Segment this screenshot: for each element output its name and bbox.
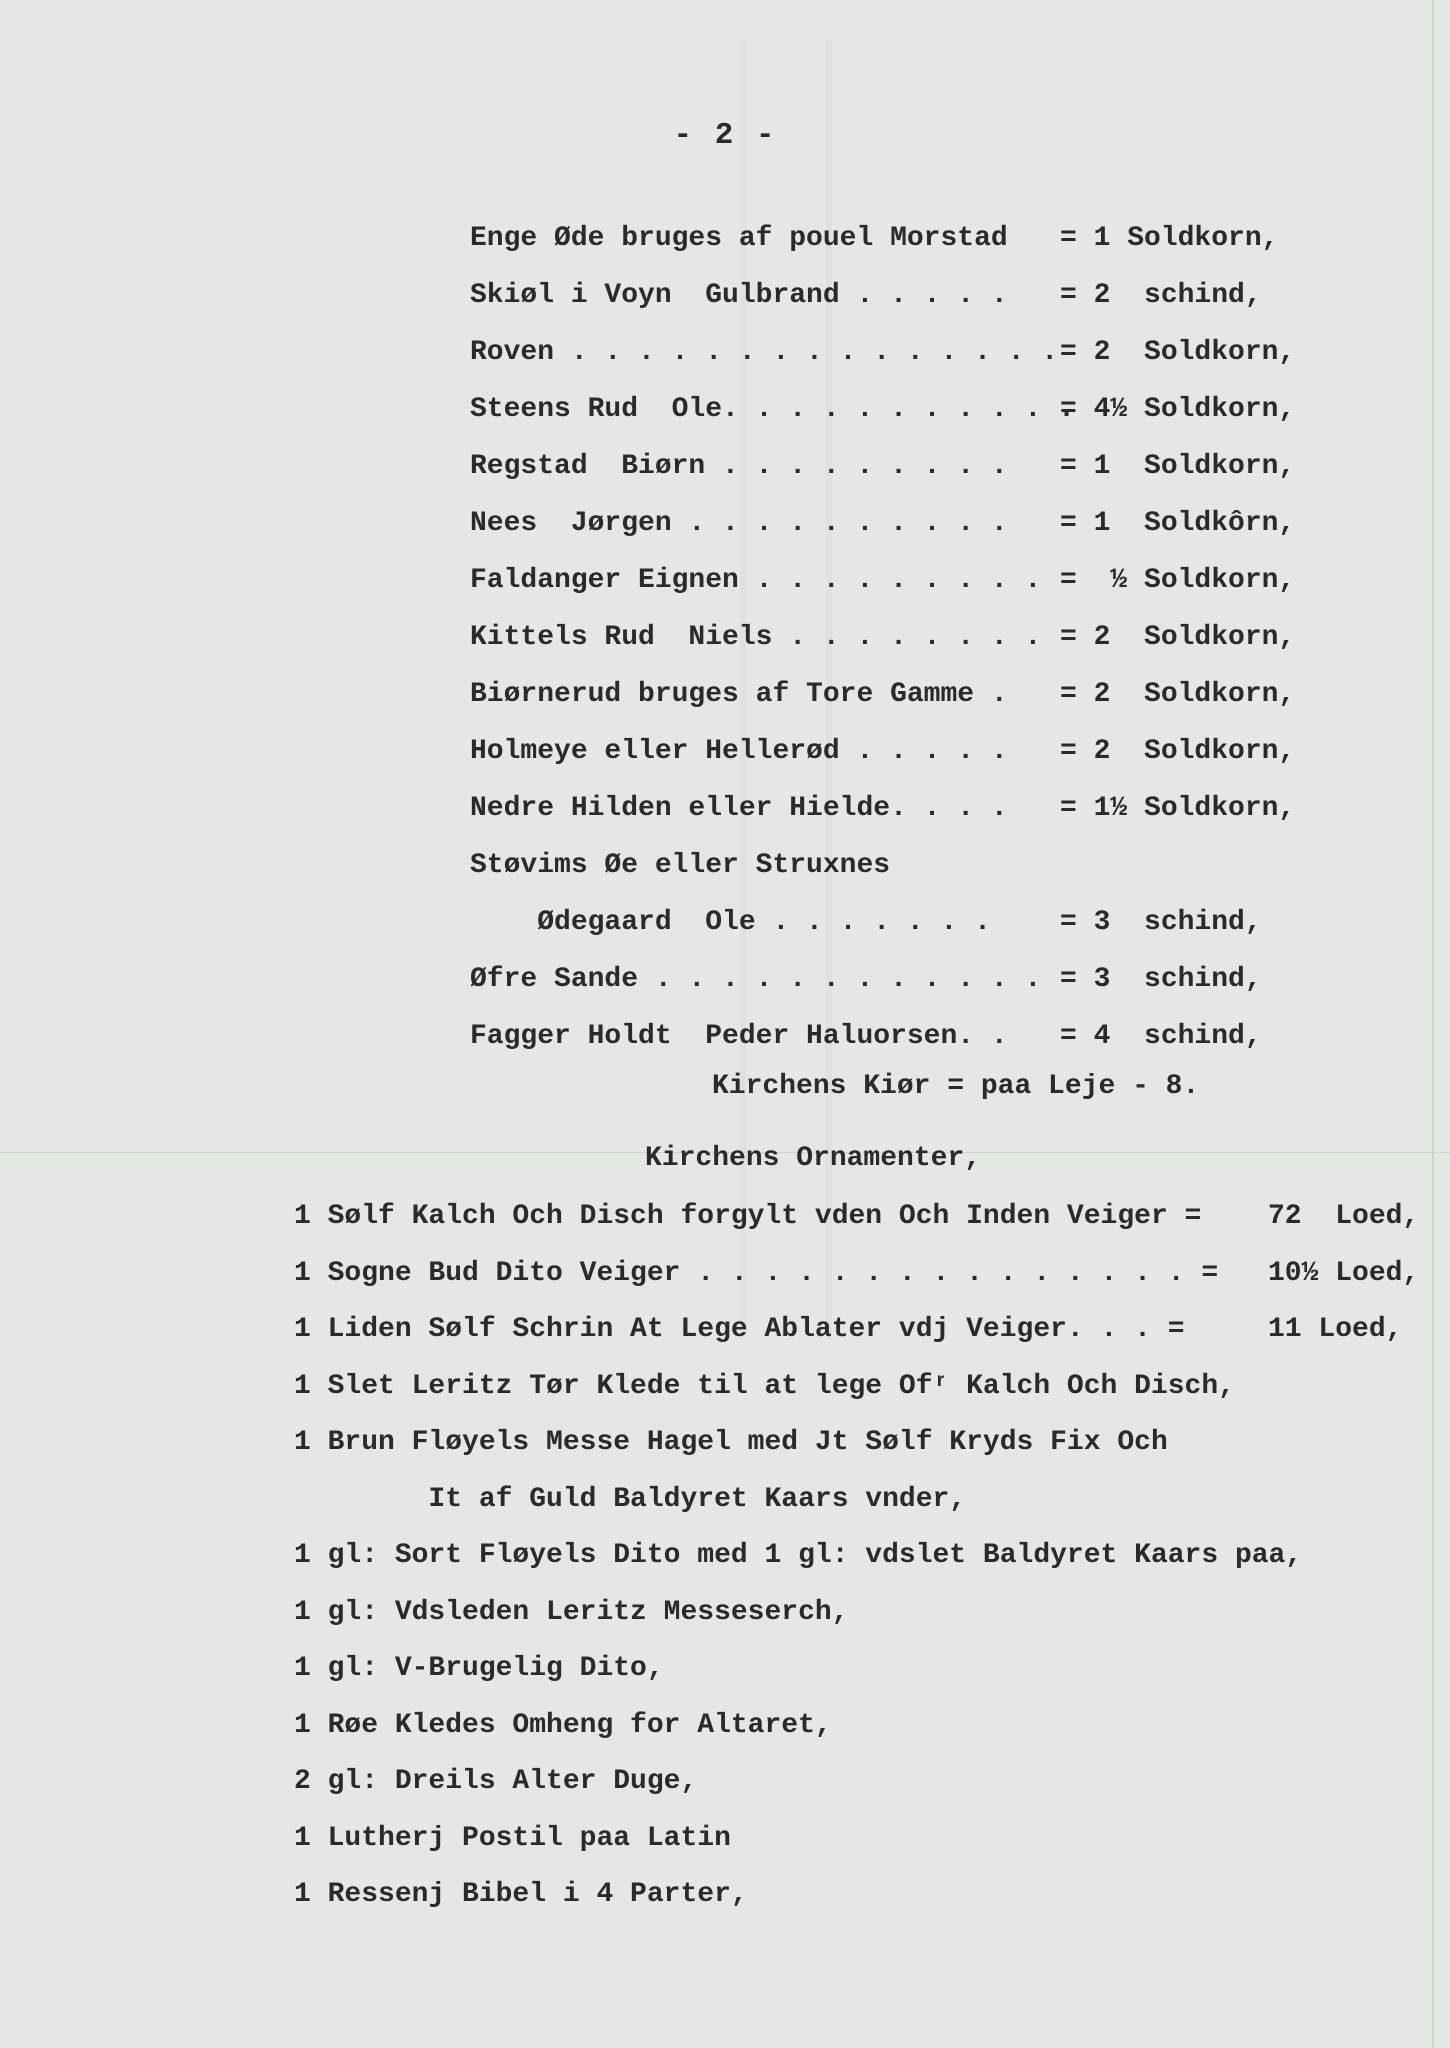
holding-amount: = 2 Soldkorn, <box>1060 679 1296 710</box>
page-number: - 2 - <box>673 118 777 153</box>
holding-name: Holmeye eller Hellerød . . . . . <box>470 736 1008 767</box>
holding-amount: = 2 Soldkorn, <box>1060 736 1296 767</box>
ornament-amount: 11 Loed, <box>1268 1314 1403 1345</box>
holding-amount: = 1 Soldkorn, <box>1060 223 1279 254</box>
paper-edge <box>1432 0 1434 2048</box>
holding-name: Steens Rud Ole. . . . . . . . . . . <box>470 394 1075 425</box>
ornament-line: 1 gl: V-Brugelig Dito, <box>294 1653 664 1684</box>
holding-name: Fagger Holdt Peder Haluorsen. . <box>470 1021 1008 1052</box>
holding-amount: = 1½ Soldkorn, <box>1060 793 1296 824</box>
holding-amount: = 4 schind, <box>1060 1021 1262 1052</box>
holding-name: Regstad Biørn . . . . . . . . . <box>470 451 1008 482</box>
ornament-line: 1 Brun Fløyels Messe Hagel med Jt Sølf Kryds Fix Och <box>294 1427 1168 1458</box>
ornaments-heading: Kirchens Ornamenter, <box>645 1143 982 1174</box>
ornament-line: It af Guld Baldyret Kaars vnder, <box>294 1484 967 1515</box>
ornament-amount: 72 Loed, <box>1268 1201 1420 1232</box>
holding-amount: = 2 schind, <box>1060 280 1262 311</box>
ornament-line: 1 Sølf Kalch Och Disch forgylt vden Och Inden Veiger = <box>294 1201 1202 1232</box>
holding-name: Roven . . . . . . . . . . . . . . . <box>470 337 1059 368</box>
ornament-line: 1 gl: Vdsleden Leritz Messeserch, <box>294 1597 849 1628</box>
holding-amount: = 2 Soldkorn, <box>1060 337 1296 368</box>
ornament-amount: 10½ Loed, <box>1268 1258 1420 1289</box>
ornament-line: 1 Slet Leritz Tør Klede til at lege Ofʳ Kalch Och Disch, <box>294 1371 1235 1402</box>
holding-amount: = 1 Soldkorn, <box>1060 451 1296 482</box>
ornament-line: 1 Ressenj Bibel i 4 Parter, <box>294 1879 748 1910</box>
church-cows-line: Kirchens Kiør = paa Leje - 8. <box>712 1071 1200 1102</box>
holding-name: Ødegaard Ole . . . . . . . <box>470 907 991 938</box>
holding-name: Biørnerud bruges af Tore Gamme . <box>470 679 1008 710</box>
ornament-line: 1 Lutherj Postil paa Latin <box>294 1823 731 1854</box>
holding-name: Skiøl i Voyn Gulbrand . . . . . <box>470 280 1008 311</box>
holding-name: Øfre Sande . . . . . . . . . . . . <box>470 964 1042 995</box>
holding-amount: = 3 schind, <box>1060 907 1262 938</box>
holding-amount: = 3 schind, <box>1060 964 1262 995</box>
ornament-line: 1 Liden Sølf Schrin At Lege Ablater vdj Veiger. . . = <box>294 1314 1185 1345</box>
holding-name: Kittels Rud Niels . . . . . . . . <box>470 622 1042 653</box>
holding-amount: = 1 Soldkôrn, <box>1060 508 1296 539</box>
holding-name: Faldanger Eignen . . . . . . . . . <box>470 565 1042 596</box>
holding-name: Støvims Øe eller Struxnes <box>470 850 891 881</box>
holding-amount: = 4½ Soldkorn, <box>1060 394 1296 425</box>
holding-name: Nedre Hilden eller Hielde. . . . <box>470 793 1008 824</box>
ornament-line: 1 Sogne Bud Dito Veiger . . . . . . . . . . . . . . . = <box>294 1258 1219 1289</box>
holding-name: Nees Jørgen . . . . . . . . . . <box>470 508 1008 539</box>
ornament-line: 2 gl: Dreils Alter Duge, <box>294 1766 698 1797</box>
ornament-line: 1 gl: Sort Fløyels Dito med 1 gl: vdslet Baldyret Kaars paa, <box>294 1540 1303 1571</box>
holding-name: Enge Øde bruges af pouel Morstad <box>470 223 1008 254</box>
holding-amount: = 2 Soldkorn, <box>1060 622 1296 653</box>
ornament-line: 1 Røe Kledes Omheng for Altaret, <box>294 1710 832 1741</box>
holding-amount: = ½ Soldkorn, <box>1060 565 1296 596</box>
